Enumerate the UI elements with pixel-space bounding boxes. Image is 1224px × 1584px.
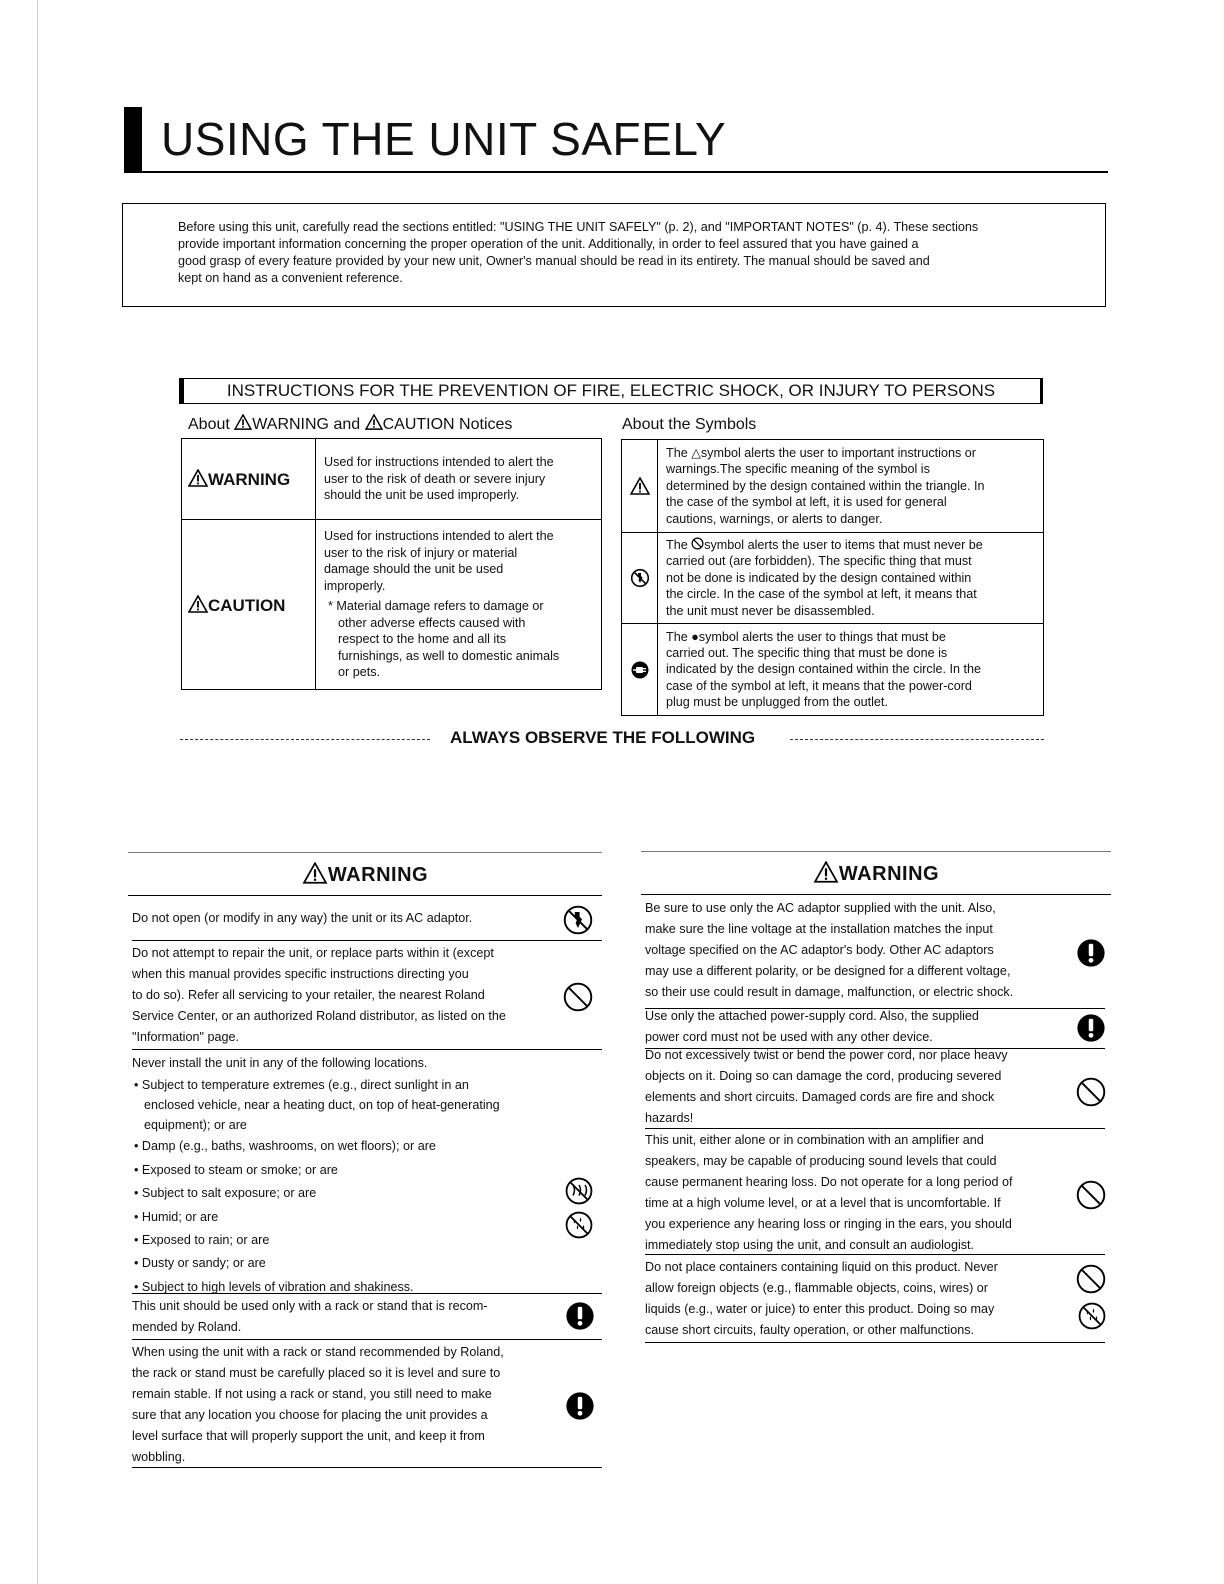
text-line: This unit should be used only with a rack or stand that is recom- — [132, 1299, 488, 1313]
text-line: respect to the home and all its — [338, 632, 507, 647]
text-line: the unit must never be disassembled. — [666, 603, 875, 618]
text-line: elements and short circuits. Damaged cords are fire and shock — [645, 1090, 995, 1104]
warning-item-text — [132, 908, 472, 929]
text-line: may use a different polarity, or be designed for a different voltage, — [645, 964, 1011, 978]
text-line: the case of the symbol at left, it is used for general — [666, 495, 947, 510]
prohibit-line-text: symbol alerts the user to items that must never be — [704, 538, 983, 552]
text-line: Do not place containers containing liquid on this product. Never — [645, 1260, 998, 1274]
warning-item — [645, 1255, 1105, 1343]
triangle-symbol-description — [658, 440, 1044, 533]
text-line: Do not excessively twist or bend the power cord, nor place heavy — [645, 1048, 1008, 1062]
text-line: furnishings, as well to domestic animals — [338, 648, 560, 663]
text-line: plug must be unplugged from the outlet. — [666, 695, 888, 710]
right-warning-heading — [641, 851, 1111, 895]
text-line: power cord must not be used with any other device. — [645, 1030, 933, 1044]
mandatory-symbol-description — [658, 624, 1044, 716]
intro-line: good grasp of every feature provided by your new unit, Owner's manual should be read in its entirety. The manual should be saved and — [178, 254, 930, 268]
caution-label-cell — [182, 520, 316, 690]
text-line: to do so). Refer all servicing to your retailer, the nearest Roland — [132, 988, 485, 1002]
text-line: user to the risk of injury or material — [324, 545, 518, 560]
text-line: When using the unit with a rack or stand recommended by Roland, — [132, 1345, 504, 1359]
mandatory-action-icon — [564, 1390, 596, 1422]
text-line: carried out. The specific thing that must be done is — [666, 645, 948, 660]
text-line: allow foreign objects (e.g., flammable objects, coins, wires) or — [645, 1281, 988, 1295]
warning-heading-text: WARNING — [327, 864, 429, 886]
warning-item-text — [645, 1257, 998, 1341]
warning-triangle-icon — [630, 477, 650, 495]
notices-subtitle-caution: CAUTION Notices — [382, 416, 513, 433]
intro-line: provide important information concerning the proper operation of the unit. Additionally, in order to feel assured that you have gained a — [178, 237, 919, 251]
text-line: Never install the unit in any of the following locations. — [132, 1056, 428, 1070]
text-line: Exposed to rain; or are — [141, 1233, 270, 1248]
notices-subtitle-prefix: About — [188, 416, 235, 433]
notices-subtitle — [188, 414, 512, 436]
warning-item — [132, 1050, 602, 1294]
text-line: determined by the design contained within the triangle. In — [666, 478, 985, 493]
text-line: warnings.The specific meaning of the symbol is — [666, 462, 930, 477]
page-margin-line — [37, 0, 38, 1584]
text-line: equipment); or are — [144, 1118, 247, 1133]
text-line: speakers, may be capable of producing sound levels that could — [645, 1154, 997, 1168]
title-rule — [124, 171, 1108, 173]
caution-note — [324, 598, 593, 681]
text-line: when this manual provides specific instructions directing you — [132, 967, 469, 981]
text-line: mended by Roland. — [132, 1320, 242, 1334]
text-line: Subject to salt exposure; or are — [141, 1186, 317, 1201]
symbol-icon-cell — [622, 624, 658, 716]
text-line: damage should the unit be used — [324, 562, 504, 577]
no-steam-icon — [564, 1176, 594, 1206]
text-line: level surface that will properly support the unit, and keep it from — [132, 1429, 485, 1443]
text-line: immediately stop using the unit, and consult an audiologist. — [645, 1238, 975, 1252]
text-line: Be sure to use only the AC adaptor supplied with the unit. Also, — [645, 901, 996, 915]
text-line: other adverse effects caused with — [338, 615, 526, 630]
text-line: Humid; or are — [141, 1209, 219, 1224]
text-line: Damp (e.g., baths, washrooms, on wet floors); or are — [141, 1139, 436, 1154]
warning-heading-text: WARNING — [838, 863, 940, 885]
no-moisture-icon — [564, 1210, 594, 1240]
text-line: voltage specified on the AC adaptor's body. Other AC adaptors — [645, 943, 994, 957]
prohibit-icon — [1075, 1263, 1107, 1295]
symbols-subtitle: About the Symbols — [622, 416, 757, 433]
text-line: time at a high volume level, or at a level that is uncomfortable. If — [645, 1196, 1001, 1210]
bullet-item: • Subject to salt exposure; or are — [134, 1186, 317, 1201]
do-not-disassemble-icon — [630, 568, 650, 588]
bullet-item: • Humid; or are — [134, 1209, 219, 1224]
text-line: Exposed to steam or smoke; or are — [141, 1162, 338, 1177]
text-line: "Information" page. — [132, 1030, 239, 1044]
warning-item-text — [645, 1045, 1008, 1129]
warning-item — [645, 1009, 1105, 1049]
warning-triangle-icon — [813, 861, 839, 883]
text-line: not be done is indicated by the design contained within — [666, 570, 972, 585]
title-accent-bar — [124, 107, 142, 171]
prohibit-icon — [1075, 1076, 1107, 1108]
instructions-header: INSTRUCTIONS FOR THE PREVENTION OF FIRE, ELECTRIC SHOCK, OR INJURY TO PERSONS — [226, 381, 996, 400]
text-line: * Material damage refers to damage or — [328, 599, 544, 614]
page-title: USING THE UNIT SAFELY — [161, 113, 727, 165]
warning-triangle-icon — [302, 862, 328, 884]
dashed-rule — [180, 739, 430, 740]
prohibit-icon — [691, 537, 704, 550]
text-line: should the unit be used improperly. — [324, 488, 520, 503]
warning-item — [645, 897, 1105, 1009]
text-line: This unit, either alone or in combination with an amplifier and — [645, 1133, 984, 1147]
text-line: Do not attempt to repair the unit, or replace parts within it (except — [132, 946, 494, 960]
warning-item-text — [132, 1342, 504, 1468]
text-line: user to the risk of death or severe injury — [324, 471, 546, 486]
text-line: make sure the line voltage at the installation matches the input — [645, 922, 993, 936]
warning-description — [316, 439, 602, 520]
warning-item — [132, 1340, 602, 1468]
text-line: liquids (e.g., water or juice) to enter this product. Doing so may — [645, 1302, 995, 1316]
text-line: the rack or stand must be carefully placed so it is level and sure to — [132, 1366, 501, 1380]
warning-triangle-icon — [188, 595, 208, 613]
warning-item — [132, 941, 602, 1050]
warning-label: WARNING — [208, 470, 291, 490]
notices-table — [181, 438, 602, 690]
text-line: Do not open (or modify in any way) the unit or its AC adaptor. — [132, 911, 473, 925]
notices-subtitle-warning: WARNING and — [252, 416, 365, 433]
warning-triangle-icon — [365, 414, 383, 430]
text-line: Dusty or sandy; or are — [141, 1256, 266, 1271]
bullet-item: • Subject to high levels of vibration and shakiness. — [134, 1279, 414, 1294]
text-line: indicated by the design contained within the circle. In the — [666, 662, 982, 677]
mandatory-action-icon — [1075, 1012, 1107, 1044]
no-liquid-icon — [1077, 1301, 1107, 1331]
warning-item — [645, 1049, 1105, 1129]
intro-line: kept on hand as a convenient reference. — [178, 271, 403, 285]
text-line: or pets. — [338, 665, 380, 680]
text-line: remain stable. If not using a rack or stand, you still need to make — [132, 1387, 492, 1401]
dashed-rule — [790, 739, 1044, 740]
warning-item-text — [645, 898, 1013, 1003]
text-line: Subject to temperature extremes (e.g., direct sunlight in an — [141, 1078, 469, 1093]
symbol-icon-cell — [622, 440, 658, 533]
text-line: sure that any location you choose for placing the unit provides a — [132, 1408, 488, 1422]
warning-item-text — [645, 1130, 1013, 1256]
caution-description — [316, 520, 602, 690]
prohibit-icon — [1075, 1179, 1107, 1211]
text-line: enclosed vehicle, near a heating duct, on top of heat-generating — [144, 1098, 500, 1113]
warning-item — [645, 1129, 1105, 1255]
text-line: so their use could result in damage, malfunction, or electric shock. — [645, 985, 1014, 999]
text-line: cause short circuits, faulty operation, or other malfunctions. — [645, 1323, 974, 1337]
warning-label-cell — [182, 439, 316, 520]
text-line: Service Center, or an authorized Roland distributor, as listed on the — [132, 1009, 506, 1023]
symbol-icon-cell — [622, 533, 658, 624]
text-line: you experience any hearing loss or ringing in the ears, you should — [645, 1217, 1012, 1231]
text-line: cause permanent hearing loss. Do not operate for a long period of — [645, 1175, 1013, 1189]
warning-item-text — [132, 1052, 500, 1299]
text-line: the circle. In the case of the symbol at left, it means that — [666, 587, 977, 602]
text-line: The ●symbol alerts the user to things that must be — [666, 629, 946, 644]
warning-triangle-icon — [234, 414, 252, 430]
text-line: cautions, warnings, or alerts to danger. — [666, 511, 883, 526]
warning-triangle-icon — [188, 469, 208, 487]
bullet-item: • Dusty or sandy; or are — [134, 1256, 266, 1271]
bullet-item: • Damp (e.g., baths, washrooms, on wet floors); or are — [134, 1139, 436, 1154]
intro-line: Before using this unit, carefully read the sections entitled: "USING THE UNIT SAFELY" (p. 2), and "IMPORTANT NOTES" (p. 4). These sections — [178, 220, 979, 234]
text-line: improperly. — [324, 578, 386, 593]
text-line: wobbling. — [132, 1450, 186, 1464]
caution-label: CAUTION — [208, 595, 286, 615]
warning-item-text — [132, 943, 506, 1048]
warning-item — [132, 1294, 602, 1340]
bullet-item: • Exposed to rain; or are — [134, 1233, 270, 1248]
text-line: carried out (are forbidden). The specific thing that must — [666, 554, 972, 569]
left-warning-heading — [128, 852, 602, 896]
prohibit-symbol-description — [658, 533, 1044, 624]
mandatory-action-icon — [1075, 937, 1107, 969]
text-line: Subject to high levels of vibration and shakiness. — [141, 1279, 414, 1294]
text-line: Use only the attached power-supply cord. Also, the supplied — [645, 1009, 979, 1023]
do-not-disassemble-icon — [562, 904, 594, 936]
text-line: The △symbol alerts the user to important instructions or — [666, 445, 976, 460]
text-line: Used for instructions intended to alert the — [324, 455, 554, 470]
text-line: The symbol alerts the user to items that must never be — [666, 538, 983, 552]
warning-item-text — [132, 1296, 488, 1338]
warning-item-text — [645, 1006, 979, 1048]
text-line: objects on it. Doing so can damage the cord, producing severed — [645, 1069, 1002, 1083]
always-observe-heading: ALWAYS OBSERVE THE FOLLOWING — [450, 728, 756, 747]
text-line: Used for instructions intended to alert the — [324, 529, 554, 544]
bullet-item: • Subject to temperature extremes (e.g., direct sunlight in an enclosed vehicle, near a heating duct, on top of heat-generating equipment); or are — [134, 1078, 500, 1133]
text-line: case of the symbol at left, it means that the power-cord — [666, 678, 972, 693]
symbols-table — [621, 439, 1044, 716]
bullet-item: • Exposed to steam or smoke; or are — [134, 1162, 338, 1177]
mandatory-action-icon — [564, 1300, 596, 1332]
unplug-icon — [630, 660, 650, 680]
text-line: hazards! — [645, 1111, 694, 1125]
warning-item — [132, 900, 602, 941]
intro-text — [178, 219, 1048, 287]
prohibit-icon — [562, 981, 594, 1013]
